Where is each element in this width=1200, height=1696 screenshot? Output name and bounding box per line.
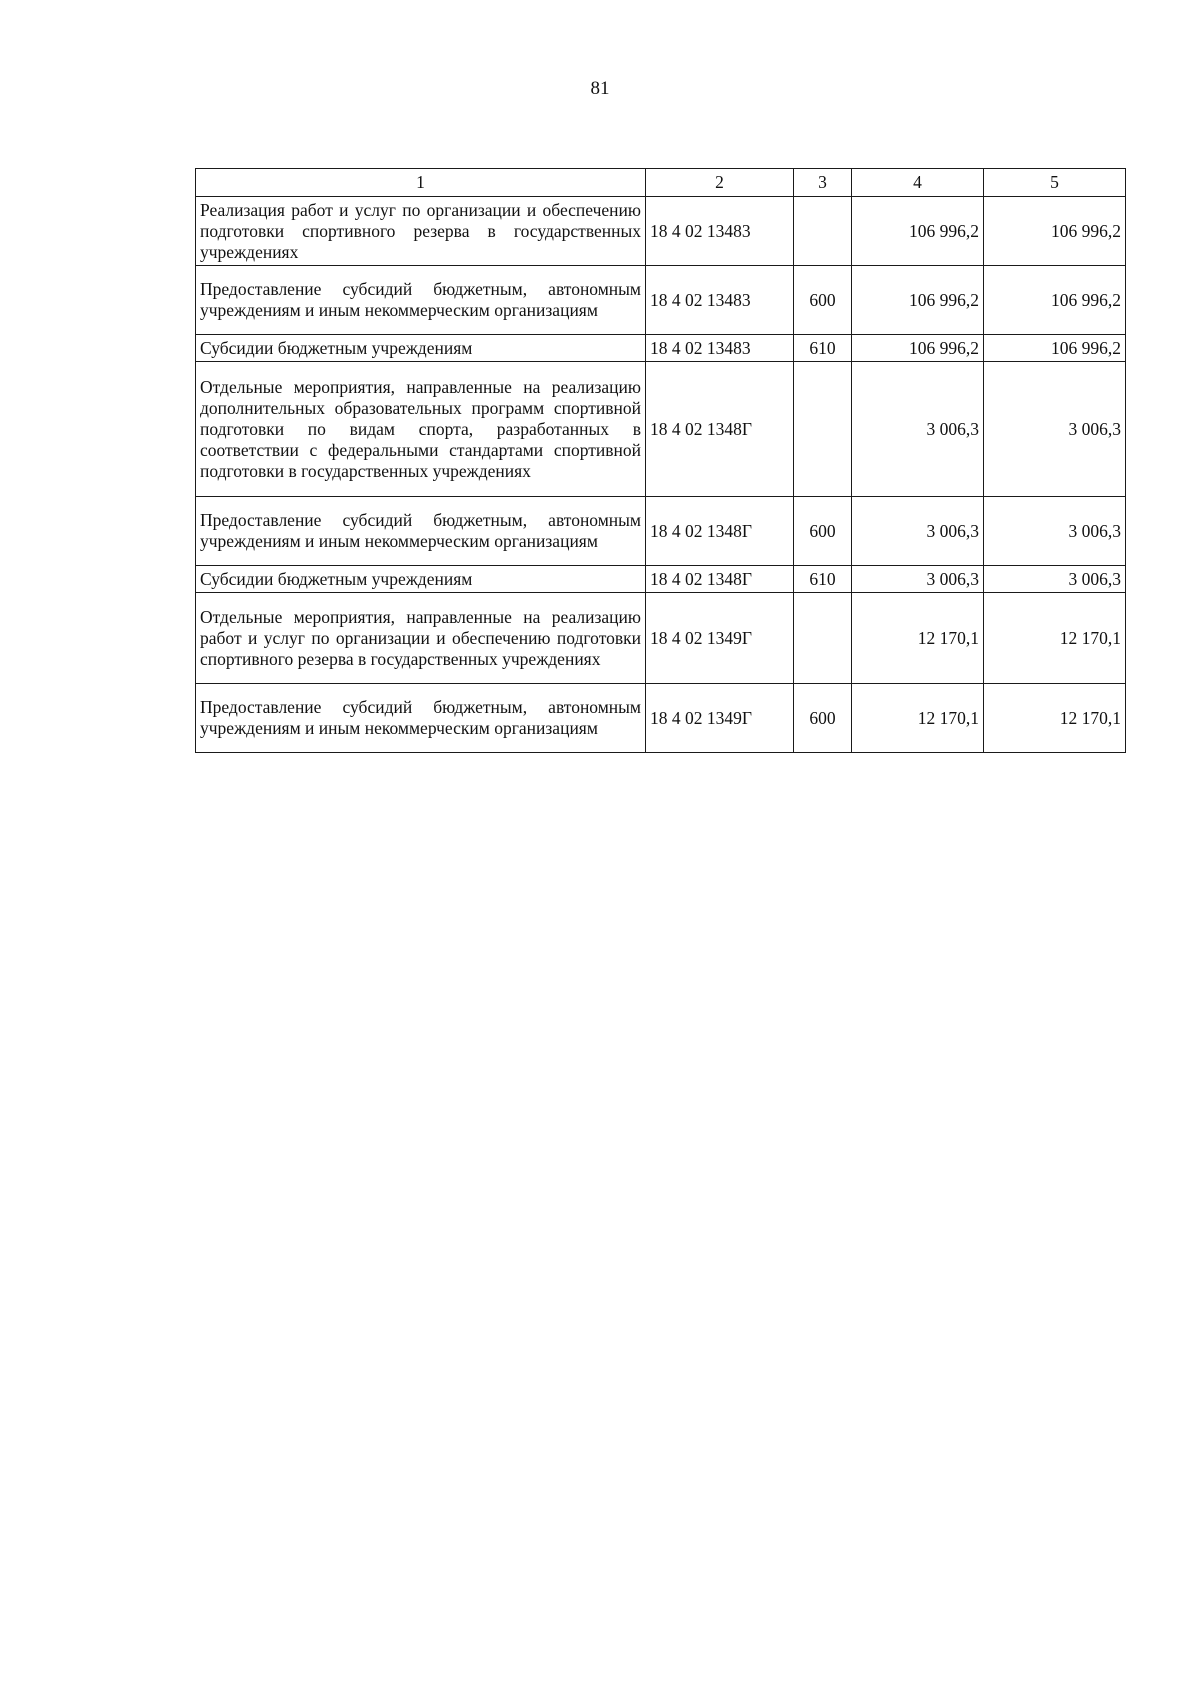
row-value-col4: 12 170,1 — [852, 593, 984, 684]
row-name: Предоставление субсидий бюджетным, автономным учреждениям и иным некоммерческим организациям — [196, 266, 646, 335]
row-expense-type: 610 — [794, 335, 852, 362]
table-row — [196, 497, 1126, 566]
column-header-2: 2 — [646, 169, 794, 197]
row-name: Отдельные мероприятия, направленные на реализацию дополнительных образовательных программ спортивной подготовки по видам спорта, разработанных в соответствии с федеральными стандартами спортивной подготовки в государственных учреждениях — [196, 362, 646, 497]
row-value-col5: 3 006,3 — [984, 497, 1126, 566]
column-header-3: 3 — [794, 169, 852, 197]
row-name: Реализация работ и услуг по организации и обеспечению подготовки спортивного резерва в государственных учреждениях — [196, 197, 646, 266]
row-name: Субсидии бюджетным учреждениям — [196, 566, 646, 593]
row-value-col4: 12 170,1 — [852, 684, 984, 753]
column-header-1: 1 — [196, 169, 646, 197]
row-code: 18 4 02 1349Г — [646, 684, 794, 753]
row-expense-type: 610 — [794, 566, 852, 593]
row-value-col4: 3 006,3 — [852, 566, 984, 593]
row-name: Предоставление субсидий бюджетным, автономным учреждениям и иным некоммерческим организациям — [196, 497, 646, 566]
table-body — [196, 197, 1126, 753]
budget-table — [195, 168, 1126, 753]
row-expense-type: 600 — [794, 266, 852, 335]
row-value-col4: 106 996,2 — [852, 197, 984, 266]
row-value-col4: 3 006,3 — [852, 362, 984, 497]
row-code: 18 4 02 13483 — [646, 266, 794, 335]
row-value-col5: 106 996,2 — [984, 266, 1126, 335]
row-name: Субсидии бюджетным учреждениям — [196, 335, 646, 362]
table-row — [196, 362, 1126, 497]
row-code: 18 4 02 1348Г — [646, 497, 794, 566]
row-value-col4: 3 006,3 — [852, 497, 984, 566]
row-expense-type — [794, 593, 852, 684]
column-header-4: 4 — [852, 169, 984, 197]
row-value-col5: 12 170,1 — [984, 684, 1126, 753]
row-code: 18 4 02 13483 — [646, 335, 794, 362]
row-code: 18 4 02 1348Г — [646, 362, 794, 497]
row-code: 18 4 02 13483 — [646, 197, 794, 266]
row-value-col5: 106 996,2 — [984, 335, 1126, 362]
row-name: Отдельные мероприятия, направленные на реализацию работ и услуг по организации и обеспечению подготовки спортивного резерва в государственных учреждениях — [196, 593, 646, 684]
table-row — [196, 266, 1126, 335]
row-value-col4: 106 996,2 — [852, 266, 984, 335]
page-number: 81 — [590, 78, 610, 99]
column-header-5: 5 — [984, 169, 1126, 197]
table-row — [196, 566, 1126, 593]
row-value-col4: 106 996,2 — [852, 335, 984, 362]
row-expense-type: 600 — [794, 497, 852, 566]
table-row — [196, 684, 1126, 753]
row-value-col5: 3 006,3 — [984, 566, 1126, 593]
table-row — [196, 593, 1126, 684]
row-code: 18 4 02 1348Г — [646, 566, 794, 593]
row-expense-type — [794, 362, 852, 497]
row-expense-type — [794, 197, 852, 266]
row-code: 18 4 02 1349Г — [646, 593, 794, 684]
row-name: Предоставление субсидий бюджетным, автономным учреждениям и иным некоммерческим организациям — [196, 684, 646, 753]
row-value-col5: 106 996,2 — [984, 197, 1126, 266]
table-row — [196, 197, 1126, 266]
table-row — [196, 335, 1126, 362]
row-value-col5: 3 006,3 — [984, 362, 1126, 497]
table-header-row — [196, 169, 1126, 197]
row-expense-type: 600 — [794, 684, 852, 753]
row-value-col5: 12 170,1 — [984, 593, 1126, 684]
